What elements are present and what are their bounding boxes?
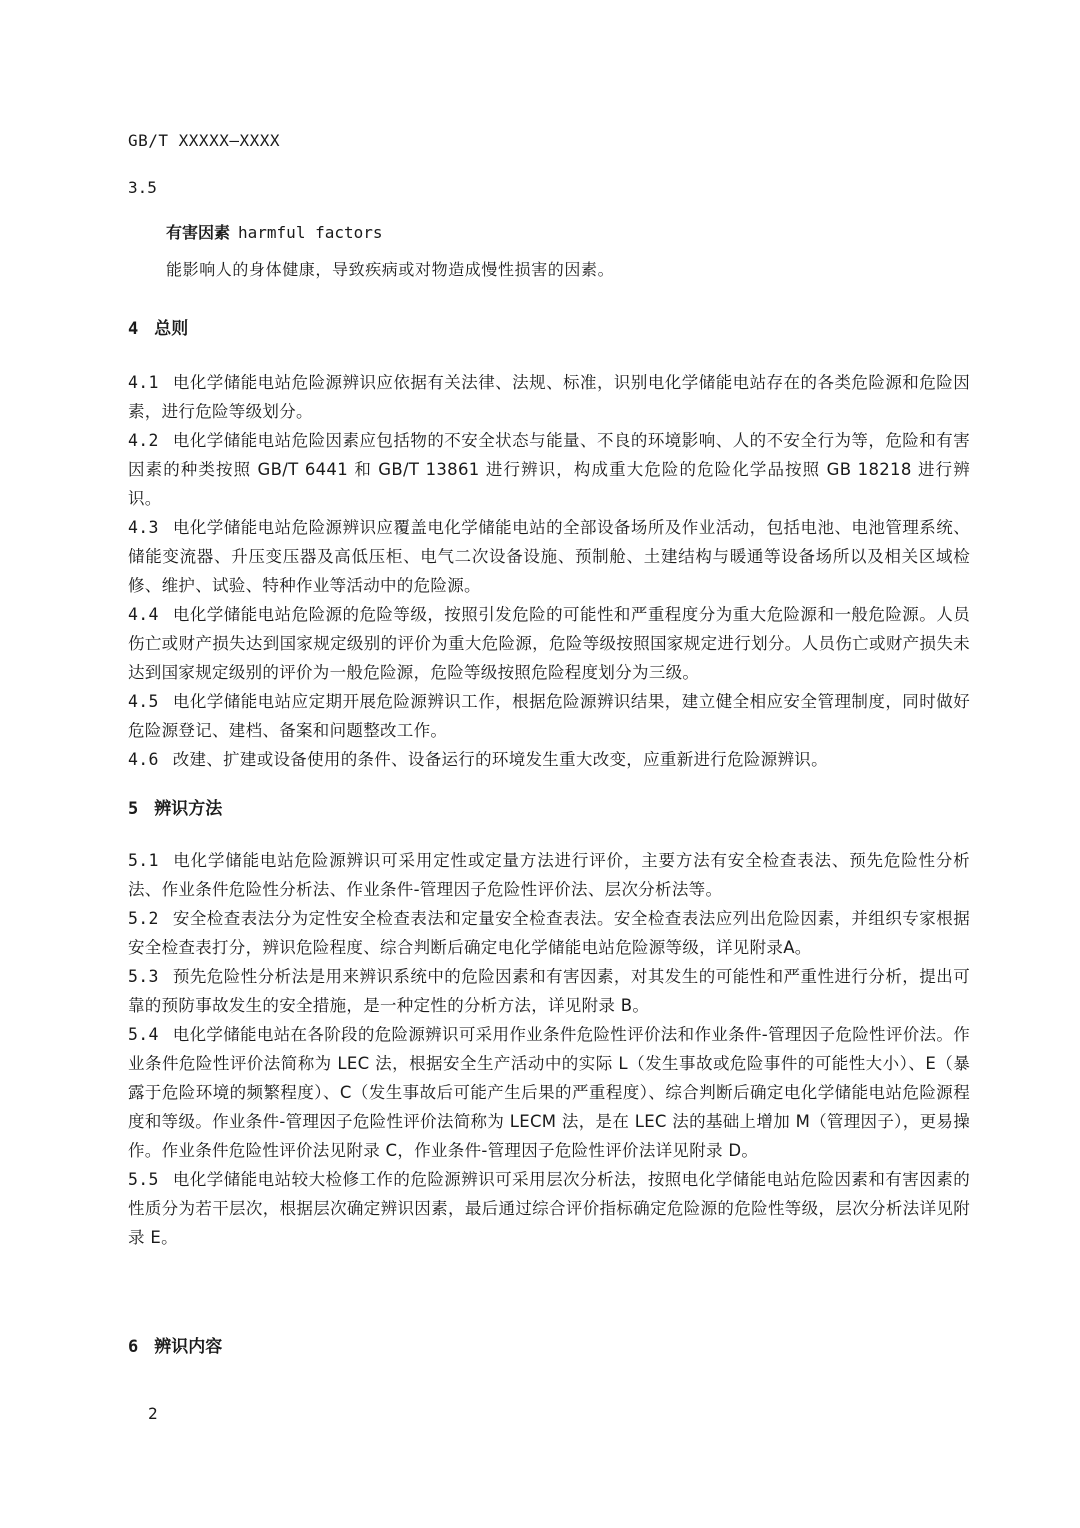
term-title xyxy=(166,220,383,243)
section-number: 4 xyxy=(128,319,139,339)
clause-text: 安全检查表法分为定性安全检查表法和定量安全检查表法。安全检查表法应列出危险因素，并组织专家根据安全检查表打分，辨识危险程度、综合判断后确定电化学储能电站危险源等级，详见附录A。 xyxy=(128,909,970,957)
section-heading-6 xyxy=(128,1332,222,1357)
clause-number: 5.4 xyxy=(128,1025,159,1044)
clause-number: 4.4 xyxy=(128,605,159,624)
clause-number: 5.2 xyxy=(128,909,159,928)
clause-text: 电化学储能电站危险源的危险等级，按照引发危险的可能性和严重程度分为重大危险源和一般危险源。人员伤亡或财产损失达到国家规定级别的评价为重大危险源，危险等级按照国家规定进行划分。人员伤亡或财产损失未达到国家规定级别的评价为一般危险源，危险等级按照危险程度划分为三级。 xyxy=(128,605,970,682)
clause-4-6 xyxy=(128,745,970,774)
clause-4-5 xyxy=(128,687,970,745)
section-5-clauses xyxy=(128,846,970,1252)
clause-number: 4.5 xyxy=(128,692,159,711)
clause-text: 改建、扩建或设备使用的条件、设备运行的环境发生重大改变，应重新进行危险源辨识。 xyxy=(172,750,828,769)
clause-text: 电化学储能电站较大检修工作的危险源辨识可采用层次分析法，按照电化学储能电站危险因素和有害因素的性质分为若干层次，根据层次确定辨识因素，最后通过综合评价指标确定危险源的危险性等级，层次分析法详见附录 E。 xyxy=(128,1170,970,1247)
clause-number: 4.1 xyxy=(128,373,159,392)
clause-number: 5.3 xyxy=(128,967,159,986)
page-number: 2 xyxy=(148,1404,158,1423)
clause-text: 电化学储能电站应定期开展危险源辨识工作，根据危险源辨识结果，建立健全相应安全管理制度，同时做好危险源登记、建档、备案和问题整改工作。 xyxy=(128,692,970,740)
clause-5-2 xyxy=(128,904,970,962)
clause-4-2 xyxy=(128,426,970,513)
section-title: 总则 xyxy=(154,319,189,339)
section-number: 5 xyxy=(128,799,139,819)
section-title: 辨识方法 xyxy=(154,799,223,819)
clause-4-1 xyxy=(128,368,970,426)
clause-text: 电化学储能电站危险因素应包括物的不安全状态与能量、不良的环境影响、人的不安全行为等，危险和有害因素的种类按照 GB/T 6441 和 GB/T 13861 进行辨识，构成重大危险的危险化学品按照 GB 18218 进行辨识。 xyxy=(128,431,970,508)
clause-5-5 xyxy=(128,1165,970,1252)
section-4-clauses xyxy=(128,368,970,774)
term-definition: 能影响人的身体健康，导致疾病或对物造成慢性损害的因素。 xyxy=(166,260,615,279)
clause-number: 4.2 xyxy=(128,431,159,450)
clause-5-1 xyxy=(128,846,970,904)
section-heading-4 xyxy=(128,314,188,339)
term-title-en: harmful factors xyxy=(238,223,383,242)
clause-5-4 xyxy=(128,1020,970,1165)
section-heading-5 xyxy=(128,794,222,819)
term-number: 3.5 xyxy=(128,178,157,197)
clause-number: 5.1 xyxy=(128,851,159,870)
term-title-zh: 有害因素 xyxy=(166,223,231,242)
clause-number: 4.6 xyxy=(128,750,159,769)
clause-4-3 xyxy=(128,513,970,600)
clause-text: 电化学储能电站危险源辨识可采用定性或定量方法进行评价，主要方法有安全检查表法、预先危险性分析法、作业条件危险性分析法、作业条件-管理因子危险性评价法、层次分析法等。 xyxy=(128,851,970,899)
section-number: 6 xyxy=(128,1337,139,1357)
section-title: 辨识内容 xyxy=(154,1337,223,1357)
clause-text: 预先危险性分析法是用来辨识系统中的危险因素和有害因素，对其发生的可能性和严重性进行分析，提出可靠的预防事故发生的安全措施，是一种定性的分析方法，详见附录 B。 xyxy=(128,967,970,1015)
clause-4-4 xyxy=(128,600,970,687)
clause-text: 电化学储能电站在各阶段的危险源辨识可采用作业条件危险性评价法和作业条件-管理因子危险性评价法。作业条件危险性评价法简称为 LEC 法，根据安全生产活动中的实际 L（发生事故或危险事件的可能性大小）、E（暴露于危险环境的频繁程度）、C（发生事故后可能产生后果的严重程度）、综合判断后确定电化学储能电站危险源程度和等级。作业条件-管理因子危险性评价法简称为 LECM 法，是在 LEC 法的基础上增加 M（管理因子），更易操作。作业条件危险性评价法见附录 C，作业条件-管理因子危险性评价法详见附录 D。 xyxy=(128,1025,970,1160)
clause-number: 5.5 xyxy=(128,1170,159,1189)
clause-number: 4.3 xyxy=(128,518,159,537)
clause-5-3 xyxy=(128,962,970,1020)
document-code: GB/T XXXXX—XXXX xyxy=(128,131,280,150)
clause-text: 电化学储能电站危险源辨识应依据有关法律、法规、标准，识别电化学储能电站存在的各类危险源和危险因素，进行危险等级划分。 xyxy=(128,373,970,421)
clause-text: 电化学储能电站危险源辨识应覆盖电化学储能电站的全部设备场所及作业活动，包括电池、电池管理系统、储能变流器、升压变压器及高低压柜、电气二次设备设施、预制舱、土建结构与暖通等设备场所以及相关区域检修、维护、试验、特种作业等活动中的危险源。 xyxy=(128,518,970,595)
